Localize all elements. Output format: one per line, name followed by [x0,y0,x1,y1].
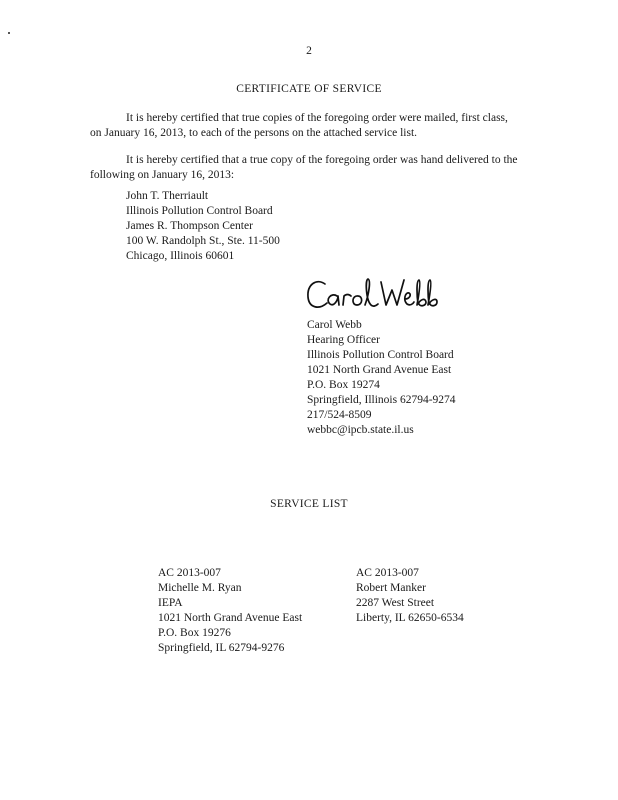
service-line: Liberty, IL 62650-6534 [356,612,464,624]
recipient-line: John T. Therriault [126,190,209,202]
officer-email: webbc@ipcb.state.il.us [307,424,414,436]
recipient-address [126,189,280,264]
handwritten-signature [303,272,443,316]
recipient-line: 100 W. Randolph St., Ste. 11-500 [126,235,280,247]
recipient-line: Illinois Pollution Control Board [126,205,273,217]
scan-speck [8,32,10,34]
service-line: P.O. Box 19276 [158,627,231,639]
officer-line: Illinois Pollution Control Board [307,349,454,361]
page-number: 2 [306,45,312,57]
service-list-entry-right [356,566,464,626]
certificate-paragraph-mailed: It is hereby certified that true copies of the foregoing order were mailed, first class, on January 16, 2013, to each of the persons on the attached service list. [90,112,508,139]
service-list-entry-left [158,566,302,656]
service-line: Michelle M. Ryan [158,582,242,594]
certificate-heading: CERTIFICATE OF SERVICE [236,83,382,95]
officer-line: 217/524-8509 [307,409,372,421]
certificate-paragraph-hand-delivered: It is hereby certified that a true copy of the foregoing order was hand delivered to the following on January 16, 2013: [90,154,518,181]
officer-line: P.O. Box 19274 [307,379,380,391]
recipient-line: Chicago, Illinois 60601 [126,250,235,262]
service-line: AC 2013-007 [356,567,419,579]
service-line: 1021 North Grand Avenue East [158,612,303,624]
service-line: AC 2013-007 [158,567,221,579]
officer-line: Hearing Officer [307,334,380,346]
recipient-line: James R. Thompson Center [126,220,253,232]
service-list-heading: SERVICE LIST [270,498,348,510]
officer-line: Springfield, Illinois 62794-9274 [307,394,456,406]
officer-line: Carol Webb [307,319,362,331]
service-line: Robert Manker [356,582,426,594]
service-line: IEPA [158,597,183,609]
hearing-officer-address [307,318,456,438]
service-line: 2287 West Street [356,597,435,609]
service-line: Springfield, IL 62794-9276 [158,642,285,654]
officer-line: 1021 North Grand Avenue East [307,364,452,376]
